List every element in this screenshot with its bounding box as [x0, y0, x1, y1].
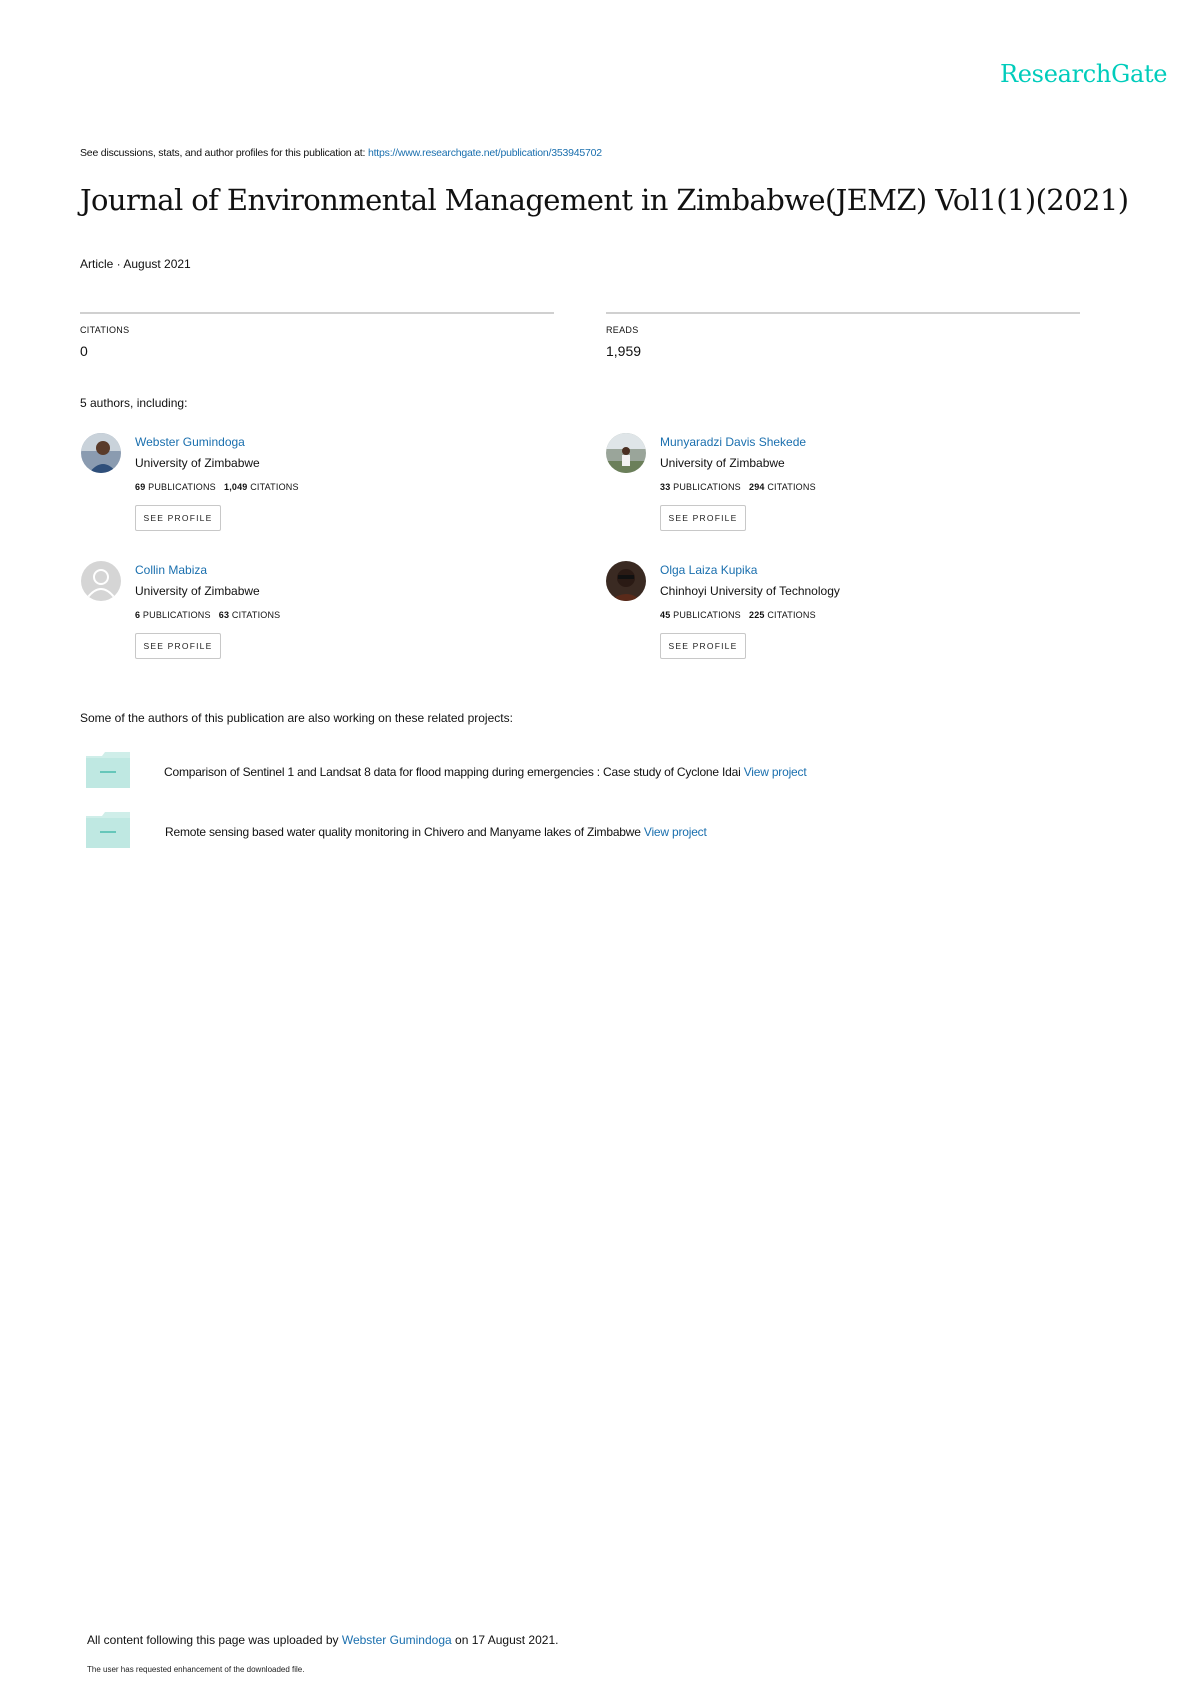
author-publications-count: 69	[135, 482, 146, 492]
publications-suffix: PUBLICATIONS	[673, 482, 741, 492]
author-stats	[660, 610, 816, 620]
see-profile-button[interactable]: SEE PROFILE	[660, 633, 746, 659]
author-avatar-photo[interactable]	[606, 561, 646, 601]
author-institution: University of Zimbabwe	[135, 584, 260, 598]
view-project-link[interactable]: View project	[743, 765, 807, 779]
author-name-link[interactable]: Munyaradzi Davis Shekede	[660, 435, 807, 449]
author-avatar-photo[interactable]	[81, 433, 121, 473]
author-institution: Chinhoyi University of Technology	[660, 584, 840, 598]
see-profile-button[interactable]: SEE PROFILE	[135, 505, 221, 531]
author-name-link[interactable]: Webster Gumindoga	[135, 435, 245, 449]
view-project-link[interactable]: View project	[643, 825, 707, 839]
citations-suffix: CITATIONS	[767, 610, 816, 620]
publications-suffix: PUBLICATIONS	[142, 610, 211, 620]
see-profile-button[interactable]: SEE PROFILE	[135, 633, 221, 659]
project-folder-icon	[86, 752, 130, 788]
author-stats	[135, 482, 299, 492]
see-discussions-line	[80, 147, 602, 159]
upload-prefix: All content following this page was uploaded by	[87, 1633, 342, 1647]
upload-suffix: on 17 August 2021.	[451, 1633, 559, 1647]
enhancement-note: The user has requested enhancement of the downloaded file.	[87, 1665, 305, 1674]
uploader-link[interactable]: Webster Gumindoga	[341, 1633, 452, 1647]
see-profile-button[interactable]: SEE PROFILE	[660, 505, 746, 531]
author-stats	[135, 610, 280, 620]
author-publications-count: 45	[660, 610, 671, 620]
citations-value: 0	[80, 343, 88, 359]
upload-info	[87, 1633, 558, 1647]
reads-value: 1,959	[606, 343, 642, 359]
author-institution: University of Zimbabwe	[660, 456, 785, 470]
citations-suffix: CITATIONS	[767, 482, 816, 492]
project-item	[164, 765, 806, 779]
author-publications-count: 33	[660, 482, 671, 492]
publication-meta: Article · August 2021	[80, 257, 191, 271]
author-stats	[660, 482, 816, 492]
author-citations-count: 1,049	[223, 482, 248, 492]
publication-title: Journal of Environmental Management in Zimbabwe(JEMZ) Vol1(1)(2021)	[80, 183, 1129, 217]
author-avatar-photo[interactable]	[606, 433, 646, 473]
author-institution: University of Zimbabwe	[135, 456, 260, 470]
publications-suffix: PUBLICATIONS	[148, 482, 216, 492]
author-citations-count: 63	[218, 610, 230, 620]
author-citations-count: 294	[748, 482, 765, 492]
project-item	[165, 825, 707, 839]
project-title: Comparison of Sentinel 1 and Landsat 8 data for flood mapping during emergencies : Case study of Cyclone Idai	[164, 765, 744, 779]
publications-suffix: PUBLICATIONS	[673, 610, 741, 620]
author-citations-count: 225	[748, 610, 765, 620]
project-title: Remote sensing based water quality monitoring in Chivero and Manyame lakes of Zimbabwe	[165, 825, 644, 839]
related-projects-heading: Some of the authors of this publication are also working on these related projects:	[80, 711, 513, 725]
citations-suffix: CITATIONS	[231, 610, 281, 620]
author-name-link[interactable]: Olga Laiza Kupika	[660, 563, 758, 577]
reads-divider	[606, 312, 1080, 314]
authors-heading: 5 authors, including:	[80, 396, 188, 410]
researchgate-logo[interactable]: ResearchGate	[1000, 60, 1168, 88]
citations-divider	[80, 312, 554, 314]
publication-url-link[interactable]: https://www.researchgate.net/publication/353945702	[367, 147, 602, 159]
see-discussions-text: See discussions, stats, and author profiles for this publication at:	[80, 147, 368, 159]
project-folder-icon	[86, 812, 130, 848]
author-name-link[interactable]: Collin Mabiza	[135, 563, 208, 577]
citations-label: CITATIONS	[80, 325, 130, 335]
reads-label: READS	[606, 325, 639, 335]
author-publications-count: 6	[135, 610, 141, 620]
citations-suffix: CITATIONS	[250, 482, 299, 492]
author-avatar-default[interactable]	[81, 561, 121, 601]
